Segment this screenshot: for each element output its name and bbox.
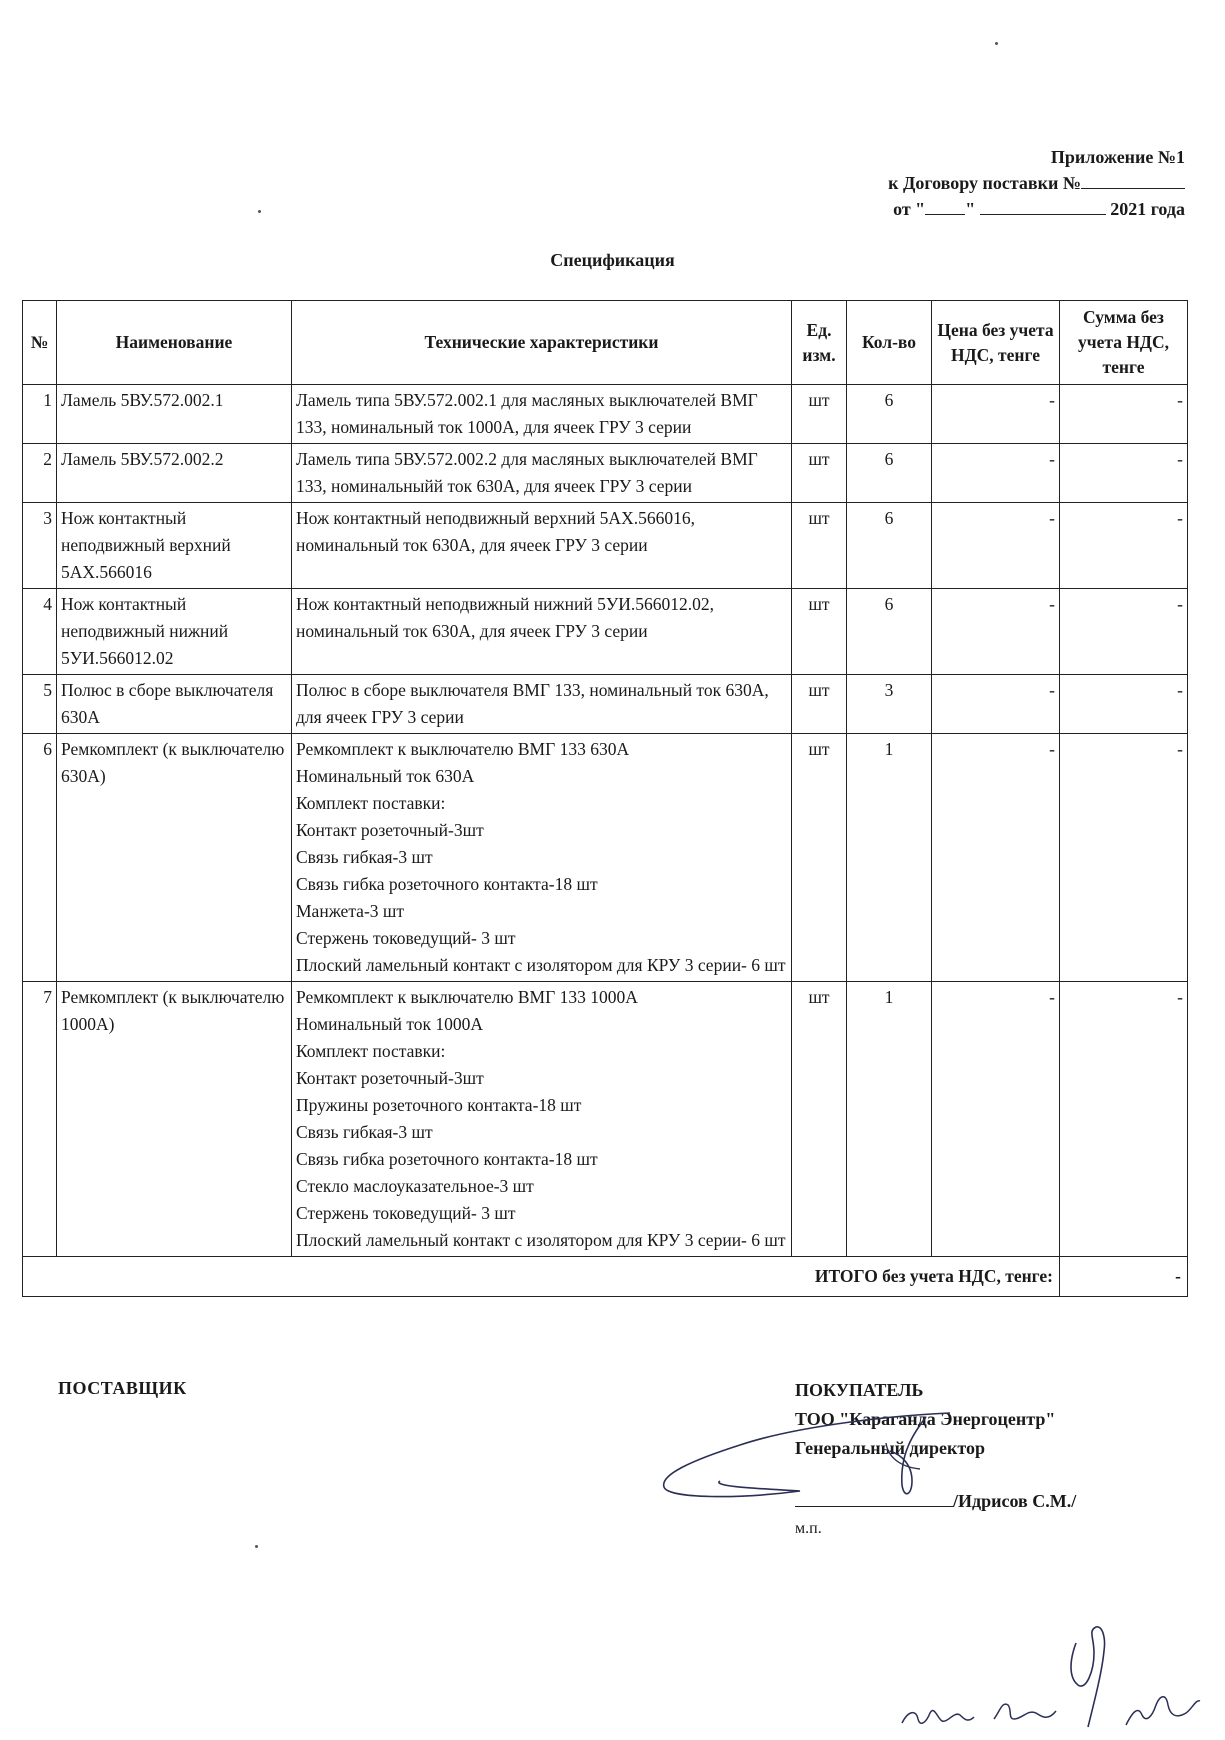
row-number: 4 bbox=[23, 589, 57, 675]
spec-line: Связь гибка розеточного контакта-18 шт bbox=[296, 874, 598, 894]
scan-speck bbox=[995, 42, 998, 45]
row-number: 1 bbox=[23, 385, 57, 444]
spec-line: Ламель типа 5ВУ.572.002.2 для масляных выключателей ВМГ 133, номинальныйй ток 630А, для ячеек ГРУ 3 серии bbox=[296, 449, 758, 496]
spec-line: Номинальный ток 630А bbox=[296, 766, 475, 786]
item-sum: - bbox=[1060, 385, 1188, 444]
item-sum: - bbox=[1060, 982, 1188, 1257]
col-header-qty: Кол-во bbox=[847, 301, 932, 385]
contract-line: к Договору поставки № bbox=[825, 170, 1185, 196]
spec-line: Стержень токоведущий- 3 шт bbox=[296, 928, 516, 948]
item-quantity: 1 bbox=[847, 734, 932, 982]
spec-line: Связь гибкая-3 шт bbox=[296, 1122, 433, 1142]
contract-date-line: от " " 2021 года bbox=[825, 196, 1185, 222]
spec-line: Нож контактный неподвижный нижний 5УИ.566012.02, номинальный ток 630А, для ячеек ГРУ 3 серии bbox=[296, 594, 714, 641]
item-price: - bbox=[932, 734, 1060, 982]
col-header-sum: Сумма без учета НДС, тенге bbox=[1060, 301, 1188, 385]
item-sum: - bbox=[1060, 589, 1188, 675]
director-signature bbox=[650, 1395, 980, 1515]
item-price: - bbox=[932, 589, 1060, 675]
item-unit: шт bbox=[792, 503, 847, 589]
item-unit: шт bbox=[792, 982, 847, 1257]
item-unit: шт bbox=[792, 444, 847, 503]
table-row bbox=[23, 503, 1188, 589]
item-name: Нож контактный неподвижный нижний 5УИ.566012.02 bbox=[57, 589, 292, 675]
item-unit: шт bbox=[792, 589, 847, 675]
spec-line: Полюс в сборе выключателя ВМГ 133, номинальный ток 630А, для ячеек ГРУ 3 серии bbox=[296, 680, 769, 727]
buyer-label: ПОКУПАТЕЛЬ bbox=[795, 1380, 924, 1400]
spec-line: Стержень токоведущий- 3 шт bbox=[296, 1203, 516, 1223]
item-price: - bbox=[932, 675, 1060, 734]
item-sum: - bbox=[1060, 734, 1188, 982]
row-number: 3 bbox=[23, 503, 57, 589]
col-header-price: Цена без учета НДС, тенге bbox=[932, 301, 1060, 385]
spec-line: Комплект поставки: bbox=[296, 1041, 446, 1061]
item-unit: шт bbox=[792, 675, 847, 734]
item-name: Ламель 5ВУ.572.002.1 bbox=[57, 385, 292, 444]
item-name: Ремкомплект (к выключателю 630А) bbox=[57, 734, 292, 982]
spec-line: Ремкомплект к выключателю ВМГ 133 630А bbox=[296, 739, 630, 759]
spec-line: Связь гибкая-3 шт bbox=[296, 847, 433, 867]
item-quantity: 3 bbox=[847, 675, 932, 734]
item-name: Ремкомплект (к выключателю 1000А) bbox=[57, 982, 292, 1257]
item-price: - bbox=[932, 444, 1060, 503]
total-label: ИТОГО без учета НДС, тенге: bbox=[23, 1257, 1060, 1297]
table-row bbox=[23, 734, 1188, 982]
item-quantity: 6 bbox=[847, 589, 932, 675]
spec-line: Ремкомплект к выключателю ВМГ 133 1000А bbox=[296, 987, 638, 1007]
item-sum: - bbox=[1060, 503, 1188, 589]
spec-line: Нож контактный неподвижный верхний 5АХ.566016, номинальный ток 630А, для ячеек ГРУ 3 серии bbox=[296, 508, 695, 555]
spec-line: Плоский ламельный контакт с изолятором для КРУ 3 серии- 6 шт bbox=[296, 955, 786, 975]
row-number: 7 bbox=[23, 982, 57, 1257]
total-value: - bbox=[1060, 1257, 1188, 1297]
buyer-signatory: /Идрисов С.М./ bbox=[953, 1491, 1077, 1511]
item-price: - bbox=[932, 982, 1060, 1257]
item-quantity: 6 bbox=[847, 503, 932, 589]
item-specs bbox=[292, 385, 792, 444]
item-specs bbox=[292, 675, 792, 734]
row-number: 2 bbox=[23, 444, 57, 503]
item-specs bbox=[292, 503, 792, 589]
stamp-label: м.п. bbox=[795, 1520, 822, 1537]
spec-line: Пружины розеточного контакта-18 шт bbox=[296, 1095, 582, 1115]
contract-number-blank bbox=[1081, 170, 1185, 189]
item-price: - bbox=[932, 385, 1060, 444]
spec-line: Ламель типа 5ВУ.572.002.1 для масляных выключателей ВМГ 133, номинальный ток 1000А, для ячеек ГРУ 3 серии bbox=[296, 390, 758, 437]
item-name: Ламель 5ВУ.572.002.2 bbox=[57, 444, 292, 503]
total-row bbox=[23, 1257, 1188, 1297]
spec-line: Манжета-3 шт bbox=[296, 901, 405, 921]
item-unit: шт bbox=[792, 734, 847, 982]
item-quantity: 1 bbox=[847, 982, 932, 1257]
buyer-company: ТОО "Караганда Энергоцентр" bbox=[795, 1409, 1056, 1429]
item-quantity: 6 bbox=[847, 385, 932, 444]
row-number: 5 bbox=[23, 675, 57, 734]
col-header-num: № bbox=[23, 301, 57, 385]
item-specs bbox=[292, 982, 792, 1257]
item-specs bbox=[292, 589, 792, 675]
item-unit: шт bbox=[792, 385, 847, 444]
table-row bbox=[23, 982, 1188, 1257]
item-sum: - bbox=[1060, 444, 1188, 503]
spec-line: Контакт розеточный-3шт bbox=[296, 1068, 484, 1088]
scan-speck bbox=[258, 210, 261, 213]
buyer-position: Генеральный директор bbox=[795, 1438, 985, 1458]
supplier-label: ПОСТАВЩИК bbox=[58, 1378, 187, 1398]
page-initials bbox=[890, 1615, 1210, 1735]
document-title: Спецификация bbox=[550, 250, 675, 270]
table-row bbox=[23, 675, 1188, 734]
col-header-name: Наименование bbox=[57, 301, 292, 385]
col-header-unit: Ед. изм. bbox=[792, 301, 847, 385]
spec-line: Связь гибка розеточного контакта-18 шт bbox=[296, 1149, 598, 1169]
col-header-tech: Технические характеристики bbox=[292, 301, 792, 385]
row-number: 6 bbox=[23, 734, 57, 982]
spec-line: Номинальный ток 1000А bbox=[296, 1014, 484, 1034]
spec-line: Комплект поставки: bbox=[296, 793, 446, 813]
table-row bbox=[23, 444, 1188, 503]
table-row bbox=[23, 385, 1188, 444]
table-header-row bbox=[23, 301, 1188, 385]
specification-table bbox=[22, 300, 1188, 1297]
spec-line: Стекло маслоуказательное-3 шт bbox=[296, 1176, 534, 1196]
item-name: Нож контактный неподвижный верхний 5АХ.566016 bbox=[57, 503, 292, 589]
item-specs bbox=[292, 734, 792, 982]
spec-line: Плоский ламельный контакт с изолятором для КРУ 3 серии- 6 шт bbox=[296, 1230, 786, 1250]
item-quantity: 6 bbox=[847, 444, 932, 503]
appendix-title: Приложение №1 bbox=[1050, 147, 1185, 167]
table-body bbox=[23, 385, 1188, 1257]
appendix-header bbox=[825, 144, 1185, 222]
item-specs bbox=[292, 444, 792, 503]
table-row bbox=[23, 589, 1188, 675]
item-name: Полюс в сборе выключателя 630А bbox=[57, 675, 292, 734]
day-blank bbox=[925, 196, 965, 215]
spec-line: Контакт розеточный-3шт bbox=[296, 820, 484, 840]
scan-speck bbox=[255, 1545, 258, 1548]
month-blank bbox=[980, 196, 1106, 215]
item-sum: - bbox=[1060, 675, 1188, 734]
item-price: - bbox=[932, 503, 1060, 589]
